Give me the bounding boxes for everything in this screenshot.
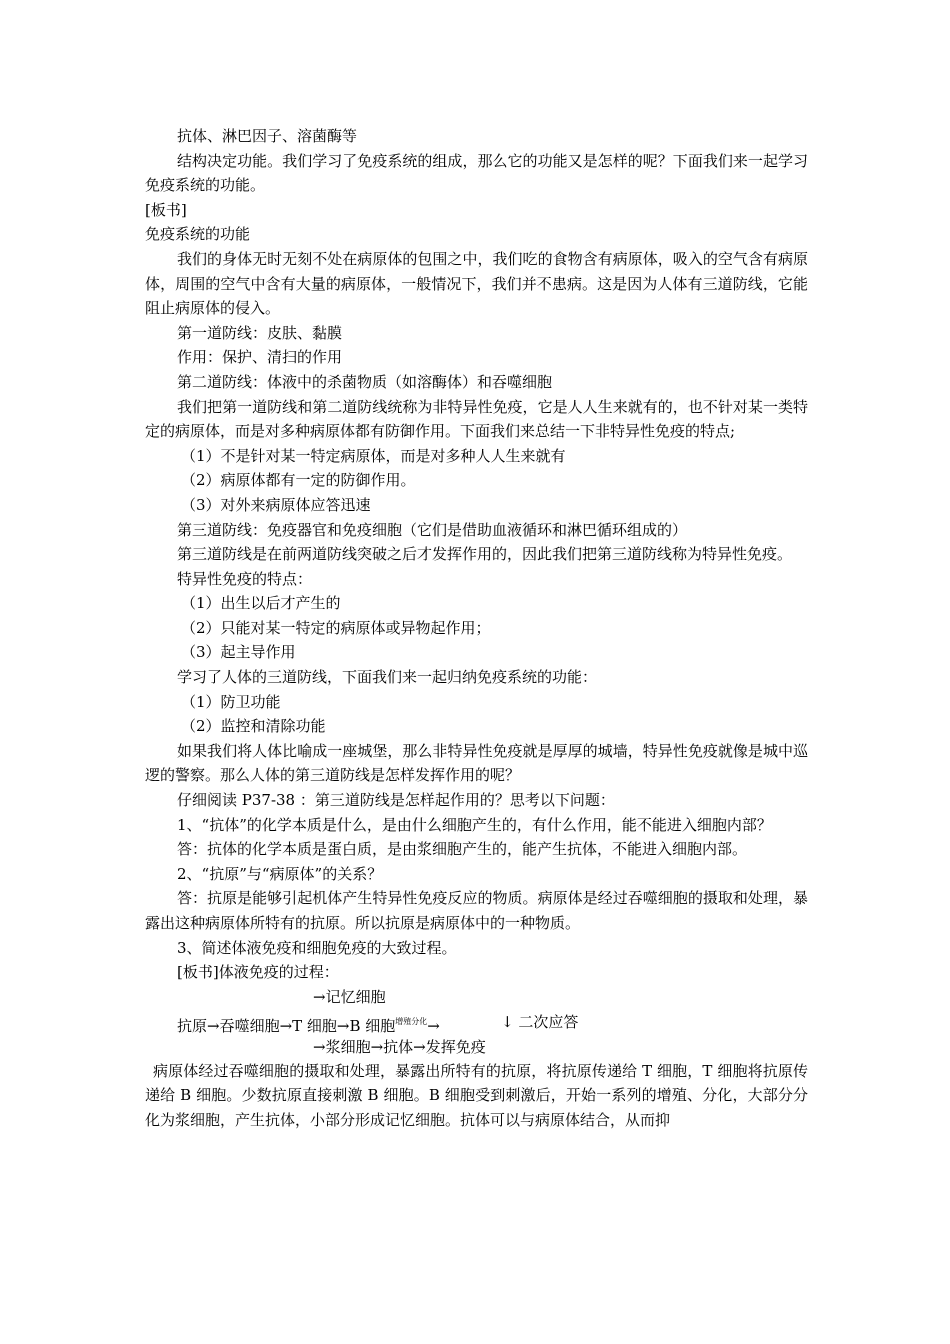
question-3: 3、简述体液免疫和细胞免疫的大致过程。 <box>177 938 457 957</box>
section-heading-immune-function: 免疫系统的功能 <box>145 225 251 244</box>
flow-plasma-cell-chain: →浆细胞→抗体→发挥免疫 <box>313 1037 486 1056</box>
paragraph-structure-function: 结构决定功能。我们学习了免疫系统的组成，那么它的功能又是怎样的呢？下面我们来一起学习免疫系统的功能。 <box>145 151 808 195</box>
paragraph-castle-metaphor: 如果我们将人体比喻成一座城堡，那么非特异性免疫就是厚厚的城墙，特异性免疫就像是城中巡逻的警察。那么人体的第三道防线是怎样发挥作用的呢？ <box>145 741 808 785</box>
question-2: 2、“抗原”与“病原体”的关系？ <box>177 864 383 883</box>
flow-main-arrow: → <box>427 1016 440 1035</box>
list-item-specific-2: （2）只能对某一特定的病原体或异物起作用； <box>181 618 491 637</box>
flow-main-text: 抗原→吞噬细胞→T 细胞→B 细胞 <box>177 1016 396 1035</box>
list-item-nonspecific-3: （3）对外来病原体应答迅速 <box>181 495 371 514</box>
list-item-nonspecific-1: （1）不是针对某一特定病原体，而是对多种人人生来就有 <box>181 446 566 465</box>
board-note-humoral: [板书]体液免疫的过程： <box>177 963 339 982</box>
paragraph-pathogens: 我们的身体无时无刻不处在病原体的包围之中，我们吃的食物含有病原体，吸入的空气含有病原体，周围的空气中含有大量的病原体，一般情况下，我们并不患病。这是因为人体有三道防线，它能阻止病原体的侵入。 <box>145 249 808 318</box>
text-line-third-defense: 第三道防线：免疫器官和免疫细胞（它们是借助血液循环和淋巴循环组成的） <box>177 520 688 539</box>
text-line-first-defense: 第一道防线：皮肤、黏膜 <box>177 323 343 342</box>
flow-secondary-response: ↓ 二次应答 <box>501 1012 579 1031</box>
list-item-specific-3: （3）起主导作用 <box>181 643 296 662</box>
list-item-specific-1: （1）出生以后才产生的 <box>181 594 341 613</box>
list-item-function-2: （2）监控和清除功能 <box>181 717 326 736</box>
answer-1: 答：抗体的化学本质是蛋白质，是由浆细胞产生的，能产生抗体，不能进入细胞内部。 <box>177 840 748 859</box>
humoral-immunity-flow-diagram <box>145 985 808 1059</box>
board-note-label: [板书] <box>145 200 187 219</box>
question-1: 1、“抗体”的化学本质是什么，是由什么细胞产生的，有什么作用，能不能进入细胞内部？ <box>177 815 772 834</box>
text-line-first-defense-role: 作用：保护、清扫的作用 <box>177 348 343 367</box>
text-line-second-defense: 第二道防线：体液中的杀菌物质（如溶酶体）和吞噬细胞 <box>177 372 553 391</box>
list-item-function-1: （1）防卫功能 <box>181 692 281 711</box>
flow-memory-cell: →记忆细胞 <box>313 987 386 1006</box>
answer-2: 答：抗原是能够引起机体产生特异性免疫反应的物质。病原体是经过吞噬细胞的摄取和处理，暴露出这种病原体所特有的抗原。所以抗原是病原体中的一种物质。 <box>145 889 808 932</box>
text-line-antibody-list: 抗体、淋巴因子、溶菌酶等 <box>177 127 358 145</box>
paragraph-humoral-process: 病原体经过吞噬细胞的摄取和处理，暴露出所特有的抗原，将抗原传递给 T 细胞，T 细胞将抗原传递给 B 细胞。少数抗原直接刺激 B 细胞。B 细胞受到刺激后，开始一系列的增殖、分化，大部分分化为浆细胞，产生抗体，小部分形成记忆细胞。抗体可以与病原体结合，从而抑 <box>145 1061 808 1129</box>
list-item-nonspecific-2: （2）病原体都有一定的防御作用。 <box>181 471 416 490</box>
flow-proliferation-label: 增殖分化 <box>395 1016 428 1026</box>
text-line-reading-task: 仔细阅读 P37-38 ：第三道防线是怎样起作用的？思考以下问题： <box>177 791 615 810</box>
paragraph-specific-immunity: 第三道防线是在前两道防线突破之后才发挥作用的，因此我们把第三道防线称为特异性免疫。 <box>177 545 793 564</box>
document-page <box>145 124 808 1133</box>
text-line-summary-intro: 学习了人体的三道防线，下面我们来一起归纳免疫系统的功能： <box>177 668 598 687</box>
text-line-specific-features: 特异性免疫的特点： <box>177 569 313 588</box>
paragraph-nonspecific-immunity: 我们把第一道防线和第二道防线统称为非特异性免疫，它是人人生来就有的，也不针对某一类特定的病原体，而是对多种病原体都有防御作用。下面我们来总结一下非特异性免疫的特点; <box>145 397 808 441</box>
